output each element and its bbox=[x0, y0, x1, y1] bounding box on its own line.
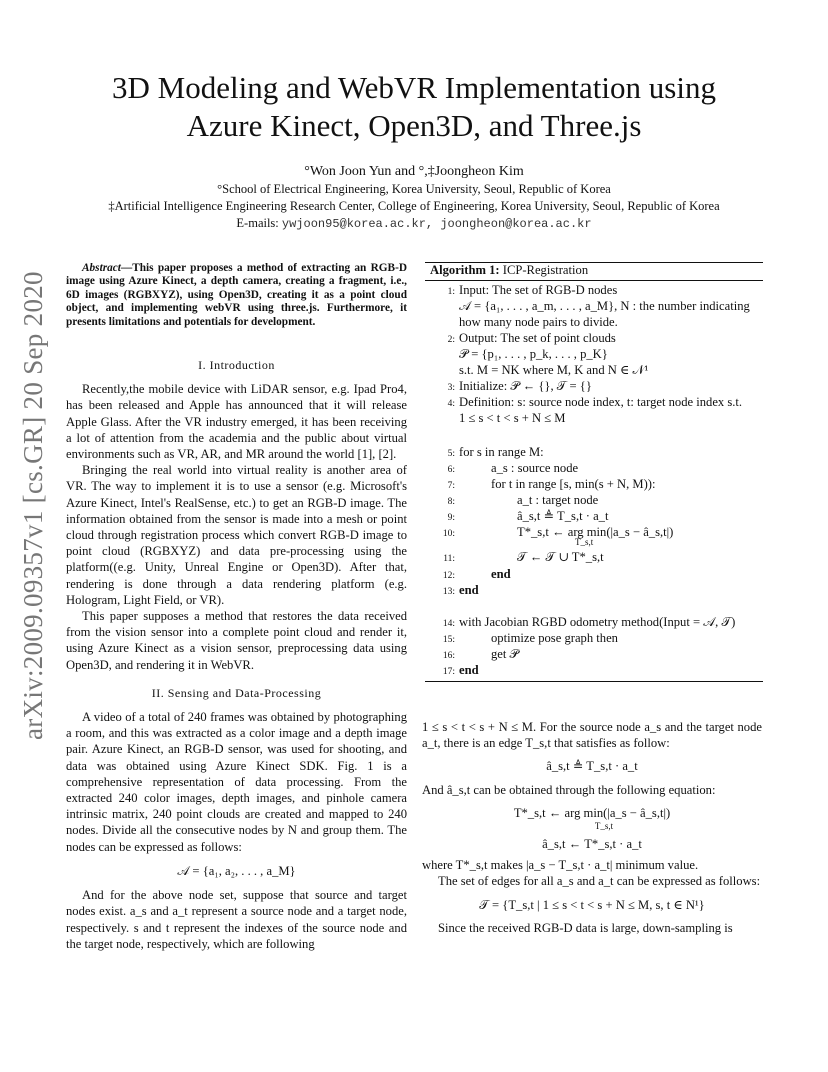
line-number: 8: bbox=[447, 497, 455, 507]
emails[interactable]: ywjoon95@korea.ac.kr, joongheon@korea.ac.kr bbox=[281, 217, 592, 231]
line-number: 16: bbox=[442, 651, 455, 661]
algorithm-header-rule bbox=[425, 280, 763, 281]
right-paragraph-3: where T*_s,t makes |a_s − T_s,t · a_t| minimum value. bbox=[422, 858, 699, 873]
algorithm-line-text: optimize pose graph then bbox=[491, 631, 618, 645]
right-paragraph-2: And â_s,t can be obtained through the following equation: bbox=[422, 782, 716, 797]
abstract bbox=[66, 262, 407, 329]
line-number: 15: bbox=[442, 635, 455, 645]
algorithm-line-text: how many node pairs to divide. bbox=[459, 315, 618, 329]
equation-edge-set: 𝒯 = {T_s,t | 1 ≤ s < t < s + N ≤ M, s, t ∈ N¹} bbox=[479, 897, 705, 912]
line-number: 11: bbox=[443, 554, 455, 564]
right-paragraph-1: 1 ≤ s < t < s + N ≤ M. For the source node a_s and the target node a_t, there is an edge T_s,t that satisfies as follow: bbox=[422, 720, 762, 751]
algorithm-line-subscript: T_s,t bbox=[575, 537, 594, 547]
algorithm-title bbox=[430, 263, 588, 278]
algorithm-line-text: 𝒯 ← 𝒯 ∪ T*_s,t bbox=[517, 550, 604, 564]
algorithm-line-text: T*_s,t ← arg min(|a_s − â_s,t|) bbox=[517, 525, 674, 539]
algorithm-line-text: 1 ≤ s < t < s + N ≤ M bbox=[459, 411, 566, 425]
arxiv-id: arXiv:2009.09357v1 [cs.GR] 20 Sep 2020 bbox=[18, 271, 48, 740]
line-number: 2: bbox=[447, 335, 455, 345]
sensing-paragraph-2: And for the above node set, suppose that source and target nodes exist. a_s and a_t represent a source node and a target node, respectively. s and t represent the indexes of the source node and the target node, respectively, which are following bbox=[66, 888, 407, 951]
equation-update: â_s,t ← T*_s,t · a_t bbox=[542, 837, 642, 852]
algorithm-line-text: with Jacobian RGBD odometry method(Input = 𝒜, 𝒯) bbox=[459, 615, 736, 629]
algorithm-line-text: for t in range [s, min(s + N, M)): bbox=[491, 477, 656, 491]
emails-label: E-mails: bbox=[236, 216, 279, 230]
algorithm-line-text: get 𝒫 bbox=[491, 647, 519, 661]
algorithm-line bbox=[425, 549, 604, 567]
right-paragraph-5: Since the received RGB-D data is large, down-sampling is bbox=[438, 920, 733, 935]
line-number: 5: bbox=[447, 449, 455, 459]
algorithm-line-text: Initialize: 𝒫 ← {}, 𝒯 = {} bbox=[459, 379, 592, 393]
algorithm-line bbox=[425, 298, 750, 314]
abstract-text: —This paper proposes a method of extracting an RGB-D image using Azure Kinect, a depth camera, creating a fragment, i.e., 6D images (RGBXYZ), using Open3D, creating it as a point cloud object, and implementing webVR using three.js. Furthermore, it presents limitations and potentials for development. bbox=[66, 262, 407, 328]
algorithm-line-text: Input: The set of RGB-D nodes bbox=[459, 283, 618, 297]
sensing-paragraph-1: A video of a total of 240 frames was obtained by photographing a room, and this was extracted as a color image and a depth image pair. Azure Kinect, an RGB-D sensor, was used for shooting, and data was obtained using Azure Kinect SDK. Fig. 1 is a comprehensive representation of data processing. From the extracted 240 color images, depth images, and pinhole camera intrinsic matrix, 240 point clouds are created and mapped to 240 nodes. Divide all the consecutive nodes by N and group them. The nodes can be expressed as follows: bbox=[66, 710, 407, 854]
line-number: 1: bbox=[447, 287, 455, 297]
algorithm-line-text: end bbox=[491, 567, 511, 581]
algorithm-line-text: â_s,t ≜ T_s,t · a_t bbox=[517, 509, 609, 523]
algorithm-line-text: end bbox=[459, 663, 479, 677]
algorithm-line-text: end bbox=[459, 583, 479, 597]
algorithm-line bbox=[425, 314, 618, 330]
algorithm-title-label: Algorithm 1: bbox=[430, 263, 500, 277]
intro-paragraph-3: This paper supposes a method that restores the data received from the vision sensor into a complete point cloud and render it, using Azure Kinect as a vision sensor, preprocessing data using Open3D, and rendering it in WebVR. bbox=[66, 609, 407, 672]
equation-node-set: 𝒜 = {a₁, a₂, . . . , a_M} bbox=[177, 863, 296, 878]
abstract-label: Abstract bbox=[82, 262, 121, 274]
algorithm-title-text: ICP-Registration bbox=[502, 263, 589, 277]
algorithm-line-text: Output: The set of point clouds bbox=[459, 331, 616, 345]
intro-paragraph-2: Bringing the real world into virtual reality is another area of VR. The way to implement it is to use a sensor (e.g. Microsoft's Azure Kinect, Intel's RealSense, etc.) to get an RGB-D image. The information obtained from the sensor is made into a mesh or point cloud through registration process which convert RGB-D image to point cloud (RGBXYZ) and data pre-processing using the platform((e.g. Unity, Unreal Engine or Open3D). After that, rendering is done through a data rendering platform (e.g. Hologram, Light Field, or VR). bbox=[66, 463, 407, 607]
algorithm-line-text: 𝒫 = {p₁, . . . , p_k, . . . , p_K} bbox=[459, 347, 608, 361]
equation-argmin: T*_s,t ← arg min(|a_s − â_s,t|) bbox=[513, 805, 671, 820]
algorithm-line-text: s.t. M = NK where M, K and N ∈ 𝒩¹ bbox=[459, 363, 649, 377]
line-number: 13: bbox=[442, 587, 455, 597]
section-heading-introduction: I. Introduction bbox=[198, 358, 275, 372]
section-heading-sensing: II. Sensing and Data-Processing bbox=[151, 685, 322, 700]
line-number: 6: bbox=[447, 465, 455, 475]
algorithm-line bbox=[425, 662, 479, 680]
left-column bbox=[66, 357, 407, 952]
algorithm-line bbox=[425, 346, 608, 362]
algorithm-line bbox=[425, 410, 566, 426]
equation-argmin-subscript: T_s,t bbox=[594, 821, 614, 832]
right-paragraph-4: The set of edges for all a_s and a_t can be expressed as follows: bbox=[438, 874, 761, 889]
affiliation-2: ‡Artificial Intelligence Engineering Research Center, College of Engineering, Korea University, Seoul, Republic of Korea bbox=[108, 199, 720, 213]
algorithm-bottom-rule bbox=[425, 681, 763, 682]
line-number: 9: bbox=[447, 513, 455, 523]
algorithm-line bbox=[425, 362, 648, 378]
algorithm-line bbox=[425, 582, 479, 600]
algorithm-line-text: a_s : source node bbox=[491, 461, 579, 475]
algorithm-line-text: 𝒜 = {a₁, . . . , a_m, . . . , a_M}, N : the number indicating bbox=[459, 299, 750, 313]
affiliation-1: °School of Electrical Engineering, Korea University, Seoul, Republic of Korea bbox=[217, 182, 611, 196]
line-number: 7: bbox=[447, 481, 455, 491]
algorithm-line-text: Definition: s: source node index, t: target node index s.t. bbox=[459, 395, 743, 409]
line-number: 17: bbox=[442, 667, 455, 677]
algorithm-line-text: for s in range M: bbox=[459, 445, 544, 459]
emails-line bbox=[0, 216, 828, 231]
line-number: 4: bbox=[447, 399, 455, 409]
algorithm-line bbox=[425, 537, 593, 547]
line-number: 3: bbox=[447, 383, 455, 393]
paper-title-line1: 3D Modeling and WebVR Implementation using bbox=[112, 70, 716, 105]
intro-paragraph-1: Recently,the mobile device with LiDAR sensor, e.g. Ipad Pro4, has been released and Apple has announced that it will release Apple Glass. After the VR industry emerged, it has been receiving a lot of attention from the academia and the public about virtual environments such as VR, AR, and MR around the world [1], [2]. bbox=[66, 382, 407, 462]
equation-edge: â_s,t ≜ T_s,t · a_t bbox=[546, 759, 638, 774]
line-number: 12: bbox=[442, 571, 455, 581]
line-number: 14: bbox=[442, 619, 455, 629]
line-number: 10: bbox=[442, 529, 455, 539]
authors: °Won Joon Yun and °,‡Joongheon Kim bbox=[304, 164, 524, 179]
paper-title-line2: Azure Kinect, Open3D, and Three.js bbox=[186, 108, 642, 143]
algorithm-line-text: a_t : target node bbox=[517, 493, 599, 507]
right-column bbox=[422, 719, 762, 936]
